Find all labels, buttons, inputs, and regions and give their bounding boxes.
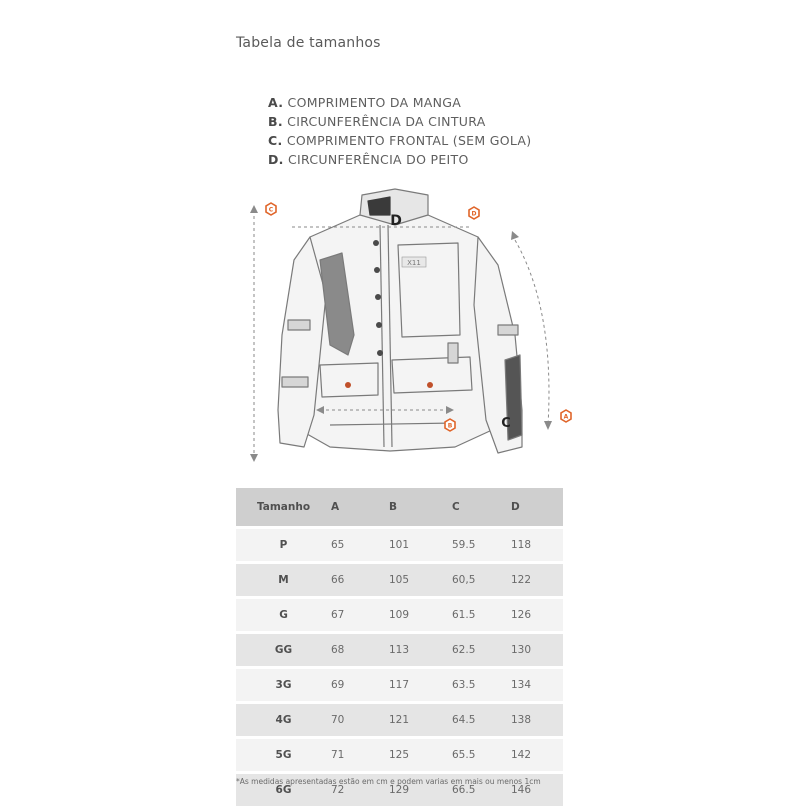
value-cell: 59.5 xyxy=(452,528,511,563)
header-a: A xyxy=(331,488,389,528)
legend-item-d xyxy=(268,150,531,169)
table-row xyxy=(236,738,563,773)
value-cell: 126 xyxy=(511,598,563,633)
size-table xyxy=(236,488,563,806)
legend-text: COMPRIMENTO FRONTAL (SEM GOLA) xyxy=(287,133,532,148)
legend-item-a xyxy=(268,93,531,112)
table-row xyxy=(236,528,563,563)
header-size: Tamanho xyxy=(236,488,331,528)
legend-item-c xyxy=(268,131,531,150)
header-c: C xyxy=(452,488,511,528)
value-cell: 118 xyxy=(511,528,563,563)
value-cell: 72 xyxy=(331,773,389,806)
value-cell: 71 xyxy=(331,738,389,773)
size-cell: 5G xyxy=(236,738,331,773)
size-cell: 6G xyxy=(236,773,331,806)
garment-label-c: C xyxy=(501,416,511,431)
legend-key: B. xyxy=(268,114,283,129)
value-cell: 63.5 xyxy=(452,668,511,703)
value-cell: 129 xyxy=(389,773,452,806)
value-cell: 109 xyxy=(389,598,452,633)
value-cell: 101 xyxy=(389,528,452,563)
size-cell: GG xyxy=(236,633,331,668)
legend-text: COMPRIMENTO DA MANGA xyxy=(288,95,462,110)
legend-item-b xyxy=(268,112,531,131)
value-cell: 70 xyxy=(331,703,389,738)
measurement-legend xyxy=(268,93,531,169)
jacket-measurement-diagram xyxy=(230,185,600,485)
value-cell: 62.5 xyxy=(452,633,511,668)
legend-text: CIRCUNFERÊNCIA DO PEITO xyxy=(288,152,469,167)
value-cell: 67 xyxy=(331,598,389,633)
size-cell: 4G xyxy=(236,703,331,738)
table-row xyxy=(236,598,563,633)
marker-c-label: C xyxy=(269,207,274,214)
table-header-row xyxy=(236,488,563,528)
marker-a-label: A xyxy=(564,414,569,421)
value-cell: 125 xyxy=(389,738,452,773)
value-cell: 142 xyxy=(511,738,563,773)
value-cell: 68 xyxy=(331,633,389,668)
value-cell: 138 xyxy=(511,703,563,738)
footnote: *As medidas apresentadas estão em cm e podem varias em mais ou menos 1cm xyxy=(236,777,541,786)
table-row xyxy=(236,703,563,738)
value-cell: 66 xyxy=(331,563,389,598)
value-cell: 105 xyxy=(389,563,452,598)
legend-key: D. xyxy=(268,152,284,167)
table-row xyxy=(236,668,563,703)
table-row xyxy=(236,563,563,598)
value-cell: 60,5 xyxy=(452,563,511,598)
value-cell: 69 xyxy=(331,668,389,703)
legend-key: C. xyxy=(268,133,283,148)
legend-text: CIRCUNFERÊNCIA DA CINTURA xyxy=(287,114,485,129)
value-cell: 66.5 xyxy=(452,773,511,806)
table-row xyxy=(236,633,563,668)
garment-label-d: D xyxy=(390,213,402,229)
size-cell: 3G xyxy=(236,668,331,703)
header-b: B xyxy=(389,488,452,528)
page-title: Tabela de tamanhos xyxy=(236,35,381,51)
size-cell: G xyxy=(236,598,331,633)
value-cell: 122 xyxy=(511,563,563,598)
value-cell: 117 xyxy=(389,668,452,703)
value-cell: 113 xyxy=(389,633,452,668)
value-cell: 65.5 xyxy=(452,738,511,773)
size-cell: P xyxy=(236,528,331,563)
value-cell: 134 xyxy=(511,668,563,703)
legend-key: A. xyxy=(268,95,283,110)
marker-d-label: D xyxy=(472,211,477,218)
marker-b-label: B xyxy=(448,423,453,430)
value-cell: 130 xyxy=(511,633,563,668)
brand-logo-text: X11 xyxy=(407,259,421,267)
value-cell: 64.5 xyxy=(452,703,511,738)
value-cell: 61.5 xyxy=(452,598,511,633)
value-cell: 121 xyxy=(389,703,452,738)
value-cell: 65 xyxy=(331,528,389,563)
header-d: D xyxy=(511,488,563,528)
value-cell: 146 xyxy=(511,773,563,806)
size-cell: M xyxy=(236,563,331,598)
